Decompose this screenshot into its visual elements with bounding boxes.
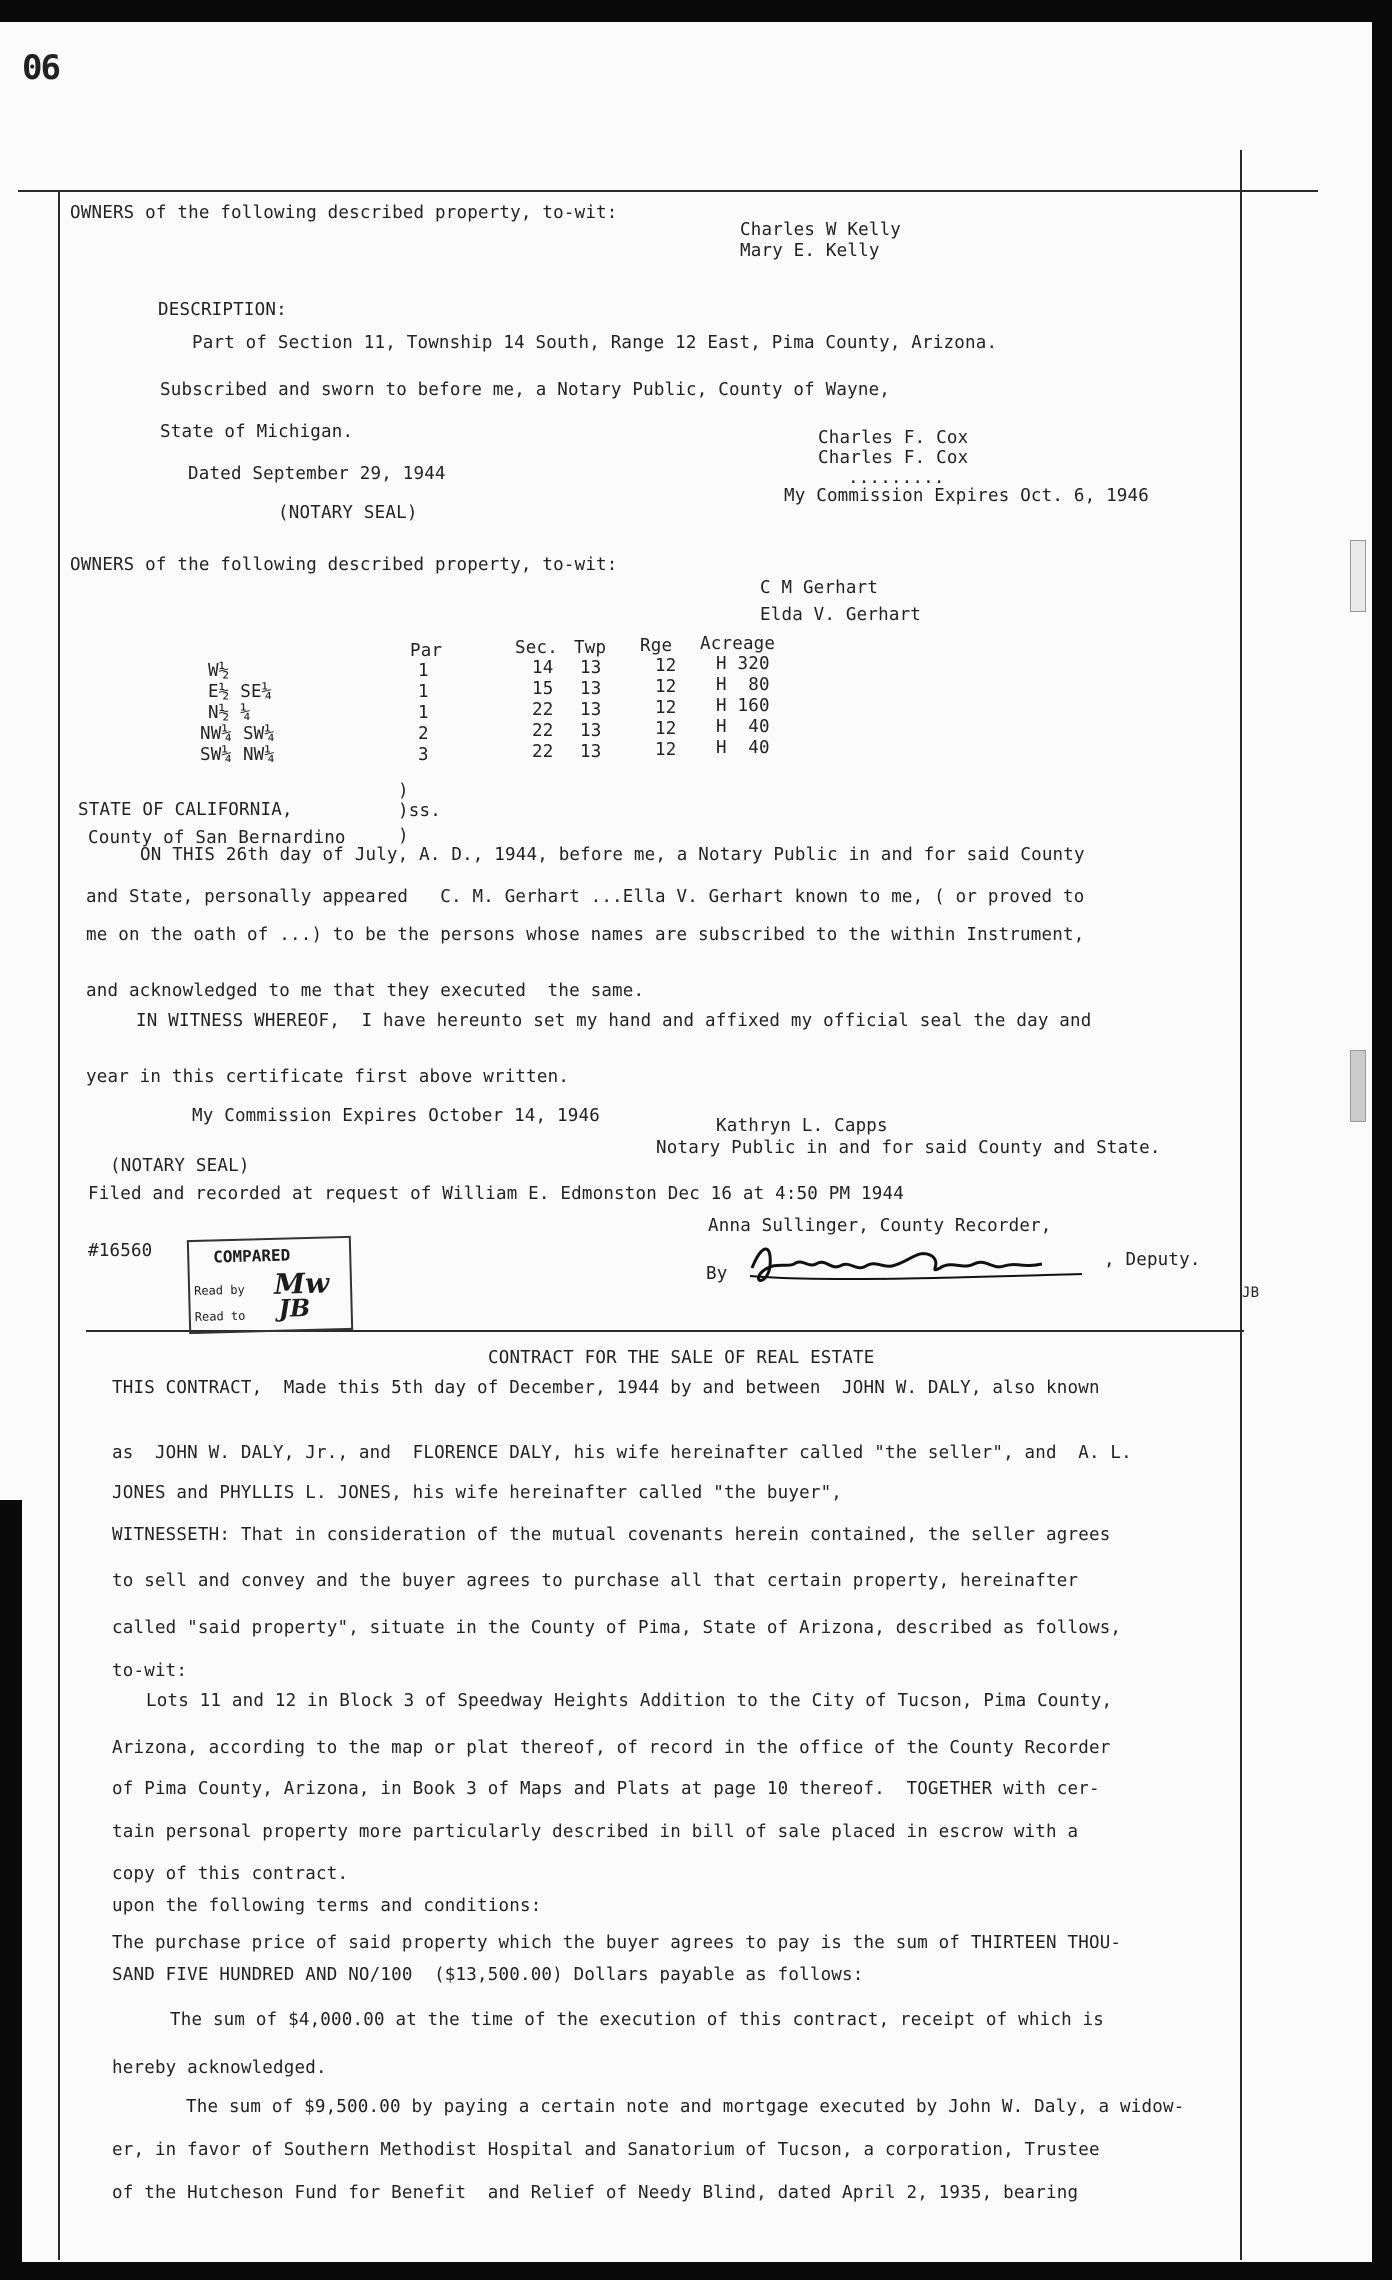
notary-seal-label: (NOTARY SEAL) — [110, 1156, 250, 1176]
signature-dots: ......... — [848, 468, 945, 488]
contract-title: CONTRACT FOR THE SALE OF REAL ESTATE — [488, 1348, 875, 1368]
commission-line: My Commission Expires October 14, 1946 — [192, 1106, 600, 1126]
contract-line: The sum of $4,000.00 at the time of the execution of this contract, receipt of which is — [170, 2010, 1105, 2030]
contract-line: to-wit: — [112, 1661, 188, 1681]
document-page: 06 OWNERS of the following described property, to-wit: Charles W Kelly Mary E. Kelly DESCRIPTION: Part of Section 11, Township 14 South, Range 12 East, Pima County, Arizona. Subscribed and sworn to before me, a Notary Public, County of Wayne, State of Michigan. Charles F. Cox Charles F. Cox Dated September 29, 1944 ......... My Commission Expires Oct. 6, 1946 (NOTARY SEAL) OWNERS of the following described property, to-wit: C M Gerhart Elda V. Gerhart Par Sec. Twp Rge Acreage W½ 1 14 13 12 H 320 E½ SE¼ 1 15 13 12 H 80 N½ ¼ 1 22 13 12 H 160 NW¼ SW¼ 2 22 13 12 H 40 SW¼ NW¼ 3 22 13 12 H 40 STATE OF CALIFORNIA, ) )ss. County of San Bernardino ) ON THIS 26th day of July, A. D., 1944, before me, a Notary Public in and for said County and State, personally appeared C. M. Gerhart ...Ella V. Gerhart known to me, ( or proved to me on the oath of ...) to be the persons whose names are subscribed to the within Instrument, and acknowledged to me that they executed the same. IN WITNESS WHEREOF, I have hereunto set my hand and affixed my official seal the day and year in this certificate first above written. My Commission Expires October 14, 1946 Kathryn L. Capps Notary Public in and for said County and State. (NOTARY SEAL) Filed and recorded at request of William E. Edmonston Dec 16 at 4:50 PM 1944 Anna Sullinger, County Recorder, #16560 COMPARED Read by Read to Mw JB By , Deputy. JB CONTRACT FOR THE SALE OF REAL ESTATE THIS CONTRACT, Made this 5th day of December, 1944 by and between JOHN W. DALY, also known as JOHN W. DALY, Jr., and FLORENCE DALY, his wife hereinafter called "the seller", and A. L. JONES and PHYLLIS L. JONES, his wife hereinafter called "the buyer", WITNESSETH: That in consideration of the mutual covenants herein contained, the seller agrees to sell and convey and the buyer agrees to purchase all that certain property, hereinafter called "said property", situate in the County of Pima, State of Arizona, described as follows, to-wit: Lots 11 and 12 in Block 3 of Speedway Heights Addition to the City of Tucson, Pima County, Arizona, according to the map or plat thereof, of record in the office of the County Recorder of Pima County, Arizona, in Book 3 of Maps and Plats at page 10 thereof. TOGETHER with cer- tain personal property more particularly described in bill of sale placed in escrow with a copy of this contract. upon the following terms and conditions: The purchase price of said property which the buyer agrees to pay is the sum of THIRTEEN THOU- SAND FIVE HUNDRED AND NO/100 ($13,500.00) Dollars payable as follows: The sum of $4,000.00 at the time of the execution of this contract, receipt of which is hereby acknowledged. The sum of $9,500.00 by paying a certain note and mortgage executed by John W. Daly, a widow- er, in favor of Southern Methodist Hospital and Sanatorium of Tucson, a corporation, Trustee of the Hutcheson Fund for Benefit and Relief of Needy Blind, dated April 2, 1935, bearing — [0, 0, 1392, 2280]
document-number: #16560 — [88, 1241, 153, 1261]
contract-line: upon the following terms and conditions: — [112, 1896, 542, 1916]
description-text: Part of Section 11, Township 14 South, Range 12 East, Pima County, Arizona. — [192, 333, 998, 353]
notary-seal-label: (NOTARY SEAL) — [278, 503, 418, 523]
stamp-label: COMPARED — [212, 1245, 291, 1267]
scan-edge-bottom — [0, 2262, 1392, 2280]
venue-bracket: ) — [398, 781, 409, 801]
owner-name: Mary E. Kelly — [740, 241, 880, 261]
contract-line: The sum of $9,500.00 by paying a certain note and mortgage executed by John W. Daly, a widow- — [186, 2097, 1185, 2117]
contract-line: hereby acknowledged. — [112, 2058, 327, 2078]
deputy-label: , Deputy. — [1104, 1250, 1201, 1270]
contract-line: of the Hutcheson Fund for Benefit and Relief of Needy Blind, dated April 2, 1935, bearing — [112, 2183, 1079, 2203]
owner-name: Charles W Kelly — [740, 220, 902, 240]
table-header: Acreage — [700, 634, 776, 654]
scan-edge-right — [1372, 0, 1392, 2280]
scan-edge-top — [0, 0, 1392, 22]
notary-name: Charles F. Cox — [818, 428, 969, 448]
venue-ss: )ss. — [398, 801, 441, 821]
contract-line: er, in favor of Southern Methodist Hospital and Sanatorium of Tucson, a corporation, Trustee — [112, 2140, 1100, 2160]
notary-name: Charles F. Cox — [818, 448, 969, 468]
stamp-read-to: Read to — [194, 1308, 246, 1324]
commission-line: My Commission Expires Oct. 6, 1946 — [784, 486, 1150, 506]
venue-state: STATE OF CALIFORNIA, — [78, 800, 293, 820]
clerk-initials: JB — [1242, 1285, 1260, 1301]
filed-line: Filed and recorded at request of William E. Edmonston Dec 16 at 4:50 PM 1944 — [88, 1184, 904, 1204]
recorder-line: Anna Sullinger, County Recorder, — [708, 1216, 1052, 1236]
venue-bracket: ) — [398, 826, 409, 846]
stamp-initials-mark: Mw — [273, 1266, 330, 1301]
compared-stamp — [187, 1236, 353, 1334]
contract-line: as JOHN W. DALY, Jr., and FLORENCE DALY, his wife hereinafter called "the seller", and A. L. — [112, 1443, 1132, 1463]
page-number: 06 — [22, 48, 59, 88]
venue-county: County of San Bernardino — [88, 828, 346, 848]
dated-line: Dated September 29, 1944 — [188, 464, 446, 484]
table-header: Sec. — [515, 638, 558, 658]
owners-heading-1: OWNERS of the following described property, to-wit: — [70, 203, 618, 223]
table-header: Rge — [640, 636, 673, 656]
contract-line: SAND FIVE HUNDRED AND NO/100 ($13,500.00) Dollars payable as follows: — [112, 1965, 864, 1985]
by-label: By — [706, 1264, 728, 1284]
left-border-line — [58, 190, 60, 2260]
sworn-line: State of Michigan. — [160, 422, 354, 442]
acknowledgment-line: and State, personally appeared C. M. Gerhart ...Ella V. Gerhart known to me, ( or proved to — [86, 887, 1085, 907]
notary-title: Notary Public in and for said County and State. — [656, 1138, 1161, 1158]
acknowledgment-line: year in this certificate first above written. — [86, 1067, 570, 1087]
table-header: Twp — [574, 638, 607, 658]
binder-tab — [1350, 1050, 1366, 1122]
owner-name: Elda V. Gerhart — [760, 605, 922, 625]
contract-line: Lots 11 and 12 in Block 3 of Speedway Heights Addition to the City of Tucson, Pima County, — [146, 1691, 1113, 1711]
acknowledgment-line: ON THIS 26th day of July, A. D., 1944, before me, a Notary Public in and for said County — [140, 845, 1085, 865]
stamp-initials-mark: JB — [278, 1292, 311, 1323]
acknowledgment-line: and acknowledged to me that they executed the same. — [86, 981, 645, 1001]
owner-name: C M Gerhart — [760, 578, 879, 598]
binder-tab — [1350, 540, 1366, 612]
contract-line: JONES and PHYLLIS L. JONES, his wife hereinafter called "the buyer", — [112, 1483, 843, 1503]
deputy-signature — [742, 1238, 1092, 1288]
description-heading: DESCRIPTION: — [158, 300, 287, 320]
top-border-line — [18, 190, 1318, 192]
contract-line: THIS CONTRACT, Made this 5th day of December, 1944 by and between JOHN W. DALY, also known — [112, 1378, 1100, 1398]
sworn-line: Subscribed and sworn to before me, a Notary Public, County of Wayne, — [160, 380, 891, 400]
contract-line: tain personal property more particularly described in bill of sale placed in escrow with a — [112, 1822, 1079, 1842]
acknowledgment-line: me on the oath of ...) to be the persons whose names are subscribed to the within Instrument, — [86, 925, 1085, 945]
notary-name: Kathryn L. Capps — [716, 1116, 888, 1136]
contract-line: to sell and convey and the buyer agrees to purchase all that certain property, hereinafter — [112, 1571, 1079, 1591]
contract-line: called "said property", situate in the County of Pima, State of Arizona, described as follows, — [112, 1618, 1122, 1638]
owners-heading-2: OWNERS of the following described property, to-wit: — [70, 555, 618, 575]
contract-line: WITNESSETH: That in consideration of the mutual covenants herein contained, the seller agrees — [112, 1525, 1111, 1545]
contract-line: copy of this contract. — [112, 1864, 349, 1884]
contract-line: of Pima County, Arizona, in Book 3 of Maps and Plats at page 10 thereof. TOGETHER with cer- — [112, 1779, 1100, 1799]
contract-line: The purchase price of said property which the buyer agrees to pay is the sum of THIRTEEN THOU- — [112, 1933, 1122, 1953]
table-header: Par — [410, 641, 443, 661]
scan-edge-left-lower — [0, 1500, 22, 2280]
contract-line: Arizona, according to the map or plat thereof, of record in the office of the County Recorder — [112, 1738, 1111, 1758]
right-border-line — [1240, 150, 1242, 2260]
signature-graphic — [742, 1238, 1092, 1288]
stamp-read-by: Read by — [193, 1282, 245, 1298]
acknowledgment-line: IN WITNESS WHEREOF, I have hereunto set my hand and affixed my official seal the day and — [136, 1011, 1092, 1031]
